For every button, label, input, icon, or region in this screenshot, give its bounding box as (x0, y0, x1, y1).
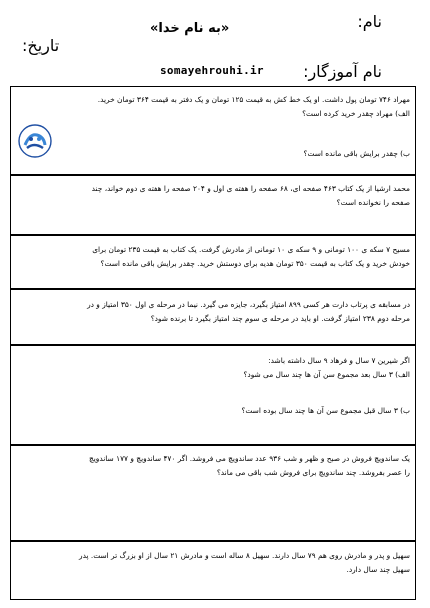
problem-line: مرحله دوم ۲۳۸ امتیاز گرفت. او باید در مرحله ی سوم چند امتیاز بگیرد تا برنده شود؟ (150, 314, 410, 323)
problem-line: خودش خرید و یک کتاب به قیمت ۳۵۰ تومان هدیه برای دوستش خرید. چقدر برایش باقی مانده است؟ (100, 259, 410, 268)
section-divider (10, 174, 416, 176)
problem-subquestion: ب) چقدر برایش باقی مانده است؟ (303, 149, 410, 158)
teacher-name-label: نام آموزگار: (303, 62, 382, 81)
date-label: تاریخ: (22, 36, 60, 55)
problem-line: محمد ارشیا از یک کتاب ۴۶۳ صفحه ای، ۶۸ صفحه را هفته ی اول و ۲۰۴ صفحه را هفته ی دوم خواند، چند (91, 184, 410, 193)
problem-4 (16, 298, 410, 326)
section-divider (10, 344, 416, 346)
problem-2 (16, 182, 410, 210)
problem-5 (16, 354, 410, 418)
problem-line: صفحه را نخوانده است؟ (336, 198, 410, 207)
problem-line: سهیل چند سال دارد. (346, 565, 410, 574)
problem-3 (16, 243, 410, 271)
problems-frame (10, 86, 416, 600)
problem-line: در مسابقه ی پرتاب دارت هر کسی ۸۹۹ امتیاز بگیرد، جایزه می گیرد. نیما در مرحله ی اول ۳۵۰ امتیاز و در (87, 300, 410, 309)
problem-line: را عصر بفروشد. چند ساندویچ برای فروش شب باقی می ماند؟ (216, 468, 410, 477)
problem-line: سهیل و پدر و مادرش روی هم ۷۹ سال دارند. سهیل ۸ ساله است و مادرش ۲۱ سال از او بزرگ تر است. پدر (79, 551, 410, 560)
problem-subquestion: ب) ۳ سال قبل مجموع سن آن ها چند سال بوده است؟ (241, 406, 410, 415)
section-divider (10, 288, 416, 290)
problem-line: مسیح ۷ سکه ی ۱۰۰ تومانی و ۹ سکه ی ۱۰ تومانی از مادرش گرفت. یک کتاب به قیمت ۲۳۵ تومان برای (92, 245, 410, 254)
website-url: somayehrouhi.ir (160, 64, 264, 77)
section-divider (10, 540, 416, 542)
page-title: «به نام خدا» (150, 21, 230, 36)
student-name-label: نام: (357, 12, 382, 31)
problem-line: اگر شیرین ۷ سال و فرهاد ۹ سال داشته باشد: (268, 356, 410, 365)
problem-1 (16, 93, 410, 161)
problem-line: الف) ۳ سال بعد مجموع سن آن ها چند سال می شود؟ (243, 370, 410, 379)
problem-line: یک ساندویچ فروش در صبح و ظهر و شب ۹۳۶ عدد ساندویچ می فروشد. اگر ۴۷۰ ساندویچ و ۱۷۷ ساندویچ (88, 454, 410, 463)
section-divider (10, 234, 416, 236)
problem-line: الف) مهراد چقدر خرید کرده است؟ (302, 109, 410, 118)
problem-6 (16, 452, 410, 480)
problem-line: مهراد ۷۴۶ تومان پول داشت. او یک خط کش به قیمت ۱۲۵ تومان و یک دفتر به قیمت ۳۶۴ تومان خرید. (97, 95, 410, 104)
problem-7 (16, 549, 410, 577)
section-divider (10, 444, 416, 446)
